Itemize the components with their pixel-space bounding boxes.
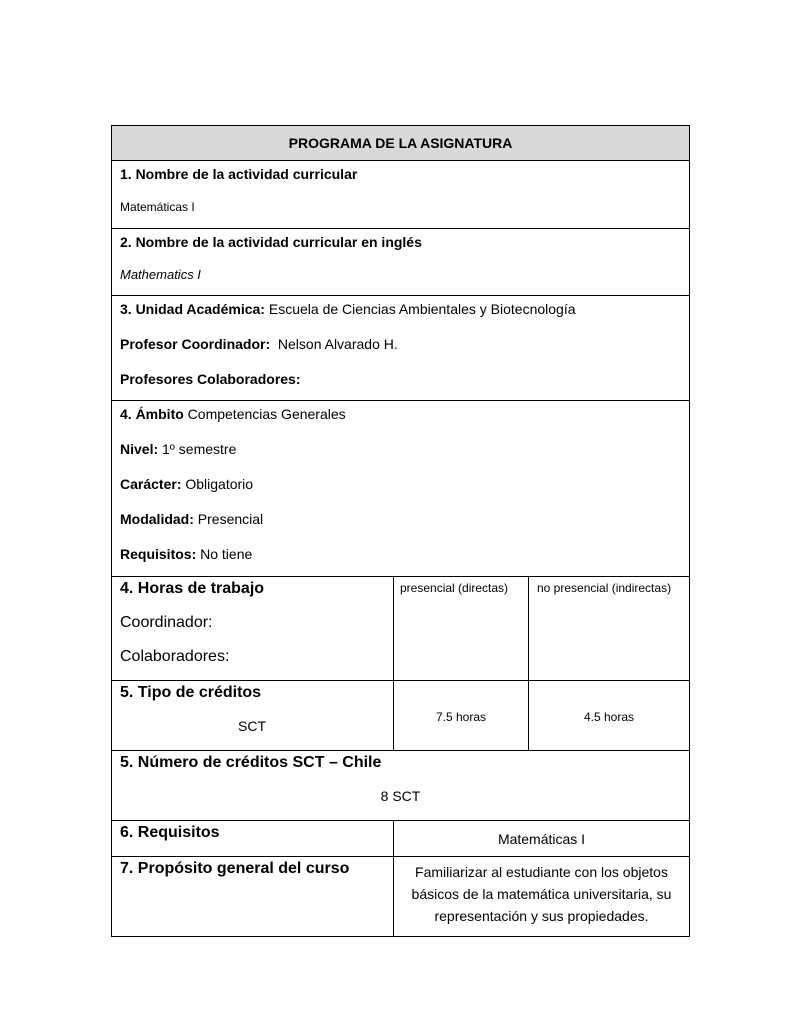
unidad-label: 3. Unidad Académica: [120,301,265,317]
horas-coordinador: Coordinador: [120,614,213,631]
requisitos6-title-cell [112,821,394,857]
ambito-line [120,406,681,422]
section-4 [112,401,690,577]
caracter-value: Obligatorio [181,476,254,492]
horas-title: 4. Horas de trabajo [120,580,265,597]
modalidad-value: Presencial [193,511,264,527]
requisitos6-value: Matemáticas I [497,830,586,847]
no-presencial-header-cell [529,577,690,681]
nivel-label: Nivel: [120,441,159,457]
no-presencial-horas-cell [529,681,690,751]
colaboradores-label: Profesores Colaboradores: [120,371,301,387]
ambito-label: 4. Ámbito [120,406,184,422]
section-1-label: 1. Nombre de la actividad curricular [120,166,358,182]
no-presencial-header: no presencial (indirectas) [537,581,672,595]
presencial-horas-cell [394,681,529,751]
ambito-value: Competencias Generales [183,406,346,422]
requisitos-value: No tiene [196,546,253,562]
caracter-label: Carácter: [120,476,182,492]
section-1-value: Matemáticas I [120,200,195,214]
coordinador-label: Profesor Coordinador: [120,336,271,352]
program-document [111,125,689,937]
horas-colaboradores: Colaboradores: [120,648,230,665]
caracter-line [120,476,681,492]
unidad-value: Escuela de Ciencias Ambientales y Biotecnología [264,301,576,317]
requisitos-line [120,546,681,562]
program-table [111,125,690,937]
unidad-line [120,301,681,317]
tipo-title: 5. Tipo de créditos [120,684,262,701]
proposito-value-cell [394,857,690,937]
nivel-value: 1º semestre [158,441,237,457]
tipo-value: SCT [238,718,266,734]
presencial-header: presencial (directas) [400,581,509,595]
nivel-line [120,441,681,457]
table-header: PROGRAMA DE LA ASIGNATURA [112,126,690,161]
tipo-cell [112,681,394,751]
requisitos6-value-cell [394,821,690,857]
section-1 [112,161,690,229]
proposito-title: 7. Propósito general del curso [120,860,350,877]
presencial-horas: 7.5 horas [435,709,487,724]
requisitos6-title: 6. Requisitos [120,824,220,841]
no-presencial-horas: 4.5 horas [583,709,635,724]
section-3 [112,296,690,401]
modalidad-label: Modalidad: [120,511,194,527]
numero-title: 5. Número de créditos SCT – Chile [120,754,382,771]
modalidad-line [120,511,681,527]
section-2-label: 2. Nombre de la actividad curricular en inglés [120,234,422,250]
proposito-value: Familiarizar al estudiante con los objetos básicos de la matemática universitaria, su representación y sus propiedades. [411,864,672,924]
requisitos-label: Requisitos: [120,546,197,562]
proposito-title-cell [112,857,394,937]
coordinador-line [120,336,681,352]
coordinador-value: Nelson Alvarado H. [270,336,398,352]
numero-cell [112,751,690,821]
section-2-value: Mathematics I [120,267,201,282]
section-2 [112,229,690,296]
numero-value: 8 SCT [380,788,421,804]
horas-cell [112,577,394,681]
presencial-header-cell [394,577,529,681]
